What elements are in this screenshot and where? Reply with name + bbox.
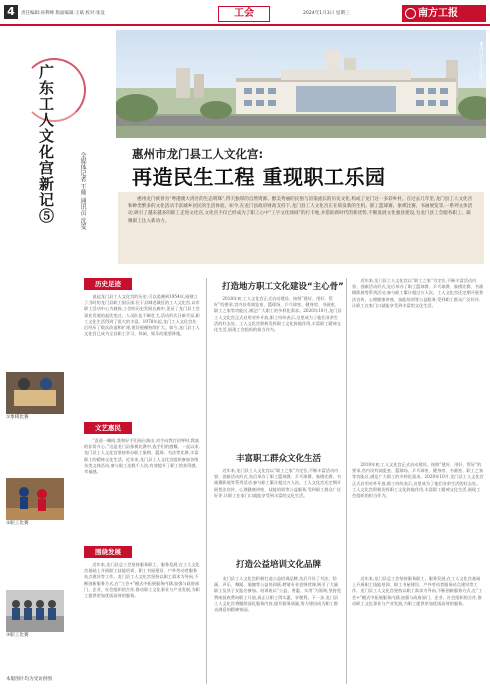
reporter-byline: 全媒体记者 王帅 通讯员 沈雯 [79, 152, 86, 230]
column-divider [346, 278, 347, 684]
section-head-culture: 文艺惠民 [84, 422, 132, 434]
thumb-caption-3: ③职工比赛 [6, 633, 29, 638]
thumb-caption-2: ②职工比赛 [6, 521, 29, 526]
section-label: 工会 [218, 6, 270, 22]
column-divider [206, 278, 207, 684]
basketball-photo [6, 478, 64, 520]
chess-photo [6, 372, 64, 414]
training-body-right: 近年来,龙门县总工会坚持服务职工、服务发展,在工人文化宫基础上开展职工技能培训、职工书屋建设、户外劳动者服务站点建设等工作。龙门县工人文化宫坚持以职工需求为导向,不断创新服务方式,在“工会+”模式中拓展服务内涵,加强与政府部门、企业、社会组织的合作,推动职工文化事业与产业发展,为职工提供更加优质高效的服务。 [352, 576, 483, 606]
header-rule [0, 24, 490, 26]
article-intro: 惠州龙门被誉为“粤港澳大湾区的生态明珠”,得天独厚的自然资源、醇美秀丽的民俗与渲染流长的历史文化,构成了龙门这一多彩乡村。在过去几年里,龙门县工人文化宫和种类繁多的文化活动丰富城乡居民的生活体验。如今,在龙门县政府财政支持下,龙门县工人文化宫正在崭发新的生机。职工篮球赛、象棋比赛、书画展览等,一系列文体活动,吸引了越来越多的职工走进文化宫,文化宫不仅已经成为了职工心中“工字文化场域”的打卡地,并借助新时代的新优势,不断发展文化强县建设,为龙门县工会服务职工、凝聚职工注入新动力。 [118, 192, 484, 264]
section-head-history: 历史足迹 [84, 278, 132, 290]
heading-building: 打造地方职工文化建设“主心骨” [222, 282, 344, 292]
activities-body-right: 2018年初,工人文化宫正式启动建设。按照“建好、用好、管好”的要求,宫内设有阅览室、篮球场、乒乓球室、健身房、书画室、职工之家等功能区,满足广大职工的多样化需求。2020年10月,龙门县工人文化宫正式启用对外开放,职工纷纷表示,这里成为了他们业余生活的好去处。工人文化宫积极发挥职工文化阵地作用,丰富职工精神文化生活,展现工会组织的担当作为。 [352, 462, 484, 499]
activities-body-left: 近年来,龙门县工人文化宫以“职工之家”为定位,不断丰富活动内容、创新活动形式,先后举办了职工篮球赛、乒乓球赛、象棋比赛、书画摄影展等系列活动,参与职工累计超过万人次。工人文化宫还定期开展普法宣传、心理健康讲座、技能培训等公益服务,受到职工群众广泛好评,让职工在家门口就能享受到丰富的文化生活。 [214, 468, 341, 498]
award-photo [6, 590, 64, 632]
heading-training: 打造公益培训文化品牌 [236, 560, 322, 570]
editor-credits: 责任编辑:孙利峰 版面编辑:王斌 校对:张竟 [21, 11, 105, 16]
thumb-caption-1: ①象棋比赛 [6, 415, 29, 420]
article-subtitle: 惠州市龙门县工人文化宫: [132, 147, 264, 161]
training-body-left: 龙门县工人文化宫积极打造公益培训品牌,先后开设了书法、绘画、声乐、舞蹈、瑜伽等公益培训班,聘请专业老师授课,吸引了大量职工及其子女报名参加。培训班以“公益、普惠、实用”为原则,坚持免费或低收费向职工开放,真正让职工得实惠、享便利。下一步,龙门县工人文化宫将继续深化服务内容,提升服务质量,努力建设成为职工群众满意的精神家园。 [214, 576, 342, 613]
building-body-right: 近年来,龙门县工人文化宫以“职工之家”为定位,不断丰富活动内容、创新活动形式,先后举办了职工篮球赛、乒乓球赛、象棋比赛、书画摄影展等系列活动,参与职工累计超过万人次。工人文化宫还定期开展普法宣传、心理健康讲座、技能培训等公益服务,受到职工群众广泛好评,让职工在家门口就能享受到丰富的文化生活。 [352, 278, 484, 308]
service-body: 近年来,龙门县总工会坚持服务职工、服务发展,在工人文化宫基础上开展职工技能培训、职工书屋建设、户外劳动者服务站点建设等工作。龙门县工人文化宫坚持以职工需求为导向,不断创新服务方式,在“工会+”模式中拓展服务内涵,加强与政府部门、企业、社会组织的合作,推动职工文化事业与产业发展,为职工提供更加优质高效的服务。 [84, 562, 200, 599]
culture-body: “喜迎一瞬间,我和好手们同台演出,对手向我打招呼时,我真的非常开心。”这是龙门县象棋比赛中,选手们的感慨。一直以来,龙门县工人文化宫坚持举办职工象棋、篮球、书法等比赛,丰富职工的精神文化生活。近年来,龙门县工人文化宫组织参加各级各类文体活动,参与职工达数千人次,有效提升了职工的获得感、幸福感。 [84, 438, 200, 475]
sun-logo-icon [405, 8, 416, 19]
article-title: 再造民生工程 重现职工乐园 [132, 165, 386, 189]
column-title: 广东工人文化宫新记⑤ [37, 64, 55, 224]
award-illustration [6, 590, 64, 632]
chess-illustration [6, 372, 64, 414]
heading-activities: 丰富职工群众文化生活 [236, 454, 322, 464]
photo-credit: 本版图片均为受访供图 [6, 677, 52, 682]
building-photo [116, 30, 486, 138]
building-body-left: 2018年初,工人文化宫正式启动建设。按照“建好、用好、管好”的要求,宫内设有阅览室、篮球场、乒乓球室、健身房、书画室、职工之家等功能区,满足广大职工的多样化需求。2020年10月,龙门县工人文化宫正式启用对外开放,职工纷纷表示,这里成为了他们业余生活的好去处。工人文化宫积极发挥职工文化阵地作用,丰富职工精神文化生活,展现工会组织的担当作为。 [214, 296, 342, 333]
page-number: 4 [4, 5, 18, 19]
history-body: 说起龙门县工人文化宫的历史,可以追溯到1954年,刚建立了当时的龙门县职工俱乐部,位于县城老城区的工人文化宫,以市职工活动中心为载体,工会的历史发展长廊中,见证了龙门县工会事业发展的起伏变迁。人员队伍不断壮大,活动形式日新月异,职工文化生活得到了很大的丰富。1978年起,龙门工人文化宫先后经历了数次改造和扩建,建设规模持续扩大。如今,龙门县工人文化宫已成为全县职工学习、休闲、娱乐的重要阵地。 [84, 294, 200, 337]
issue-date: 2024年1月3日 星期三 [303, 11, 350, 16]
photo-caption: ▲龙门县工人文化宫 [479, 40, 484, 79]
newspaper-logo: 南方工报 [402, 5, 486, 22]
building-illustration [116, 30, 486, 138]
section-head-service: 围绕发展 [84, 546, 132, 558]
basketball-illustration [6, 478, 64, 520]
